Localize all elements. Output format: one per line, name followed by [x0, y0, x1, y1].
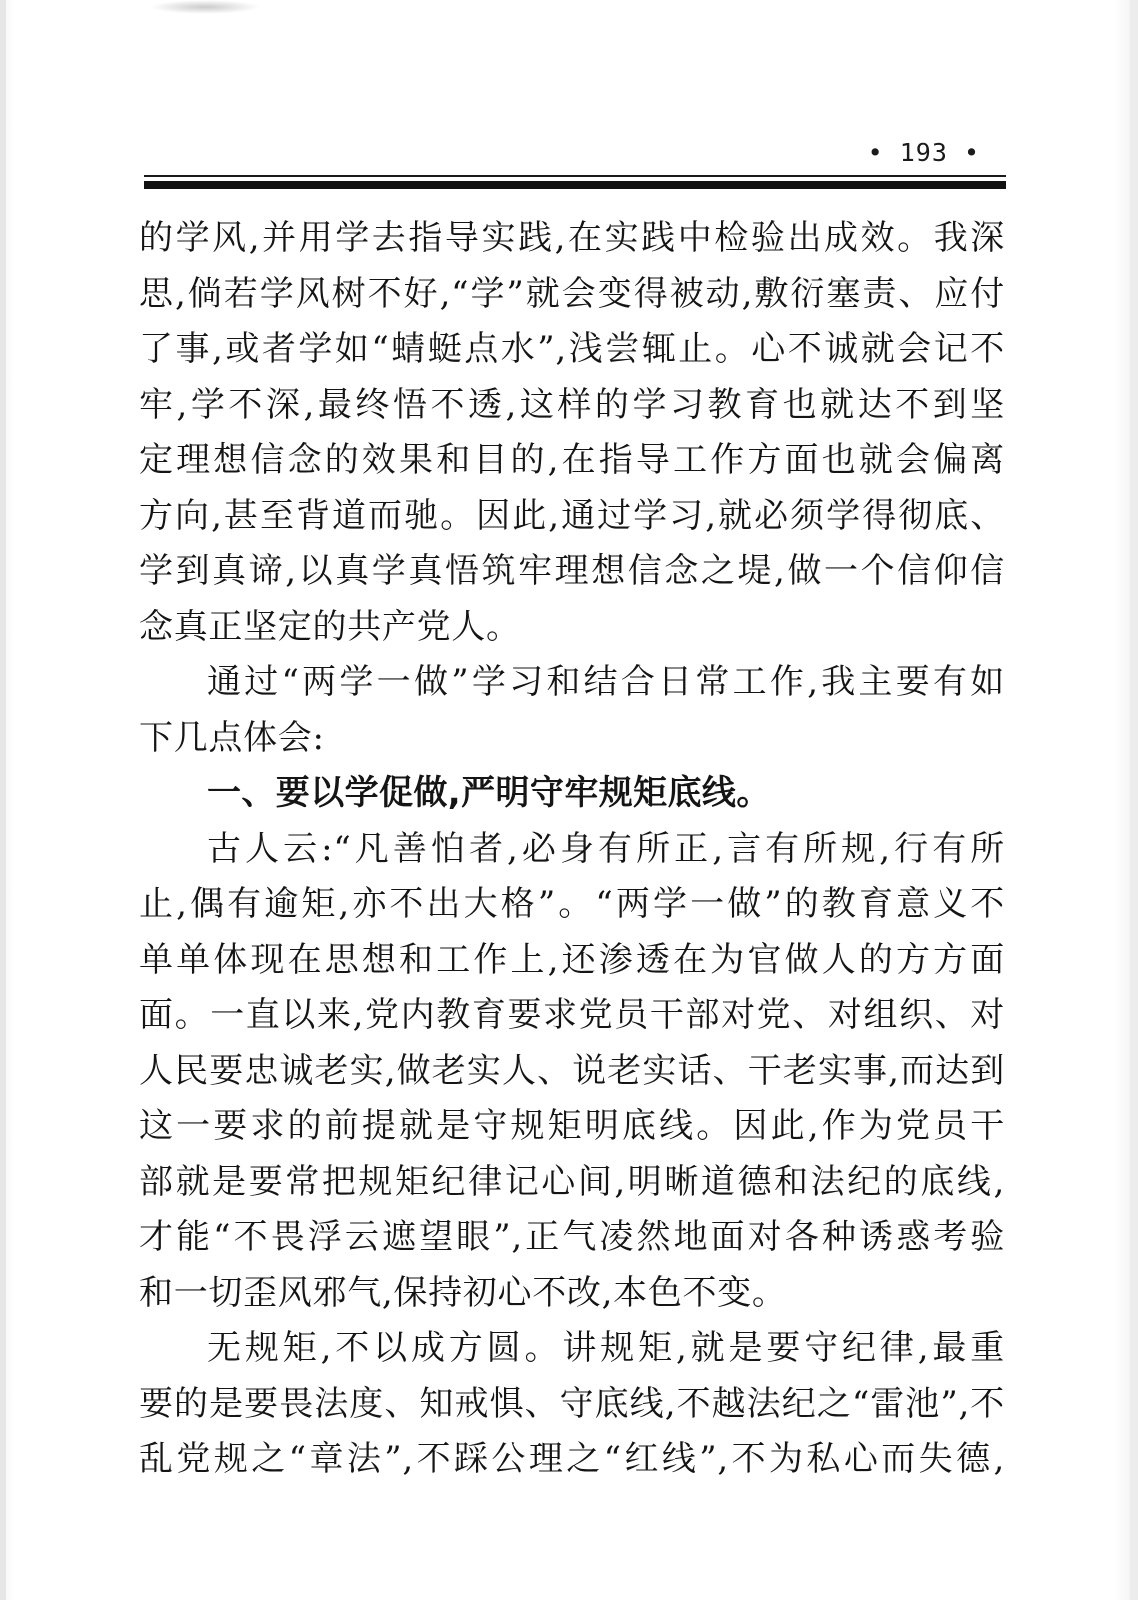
text-line: 定理想信念的效果和目的,在指导工作方面也就会偏离 — [139, 440, 1005, 480]
scan-left-edge — [0, 0, 6, 1600]
text-line: 乱党规之“章法”,不踩公理之“红线”,不为私心而失德, — [139, 1439, 1005, 1479]
text-line: 部就是要常把规矩纪律记心间,明晰道德和法纪的底线, — [139, 1161, 1005, 1202]
text-line: 面。一直以来,党内教育要求党员干部对党、对组织、对 — [139, 995, 1005, 1035]
text-line: 的学风,并用学去指导实践,在实践中检验出成效。我深 — [139, 218, 1005, 258]
text-line-paragraph-start: 通过“两学一做”学习和结合日常工作,我主要有如 — [207, 662, 1005, 702]
header-rule-thin — [144, 175, 1006, 177]
page-body — [139, 211, 1005, 1591]
text-line: 牢,学不深,最终悟不透,这样的学习教育也就达不到坚 — [139, 384, 1005, 425]
text-line-paragraph-start: 无规矩,不以成方圆。讲规矩,就是要守纪律,最重 — [207, 1328, 1005, 1368]
text-line: 思,倘若学风树不好,“学”就会变得被动,敷衍塞责、应付 — [139, 273, 1005, 314]
text-line: 学到真谛,以真学真悟筑牢理想信念之堤,做一个信仰信 — [139, 551, 1005, 591]
text-line: 止,偶有逾矩,亦不出大格”。“两学一做”的教育意义不 — [139, 884, 1005, 924]
header-rule-thick — [144, 181, 1006, 189]
text-line: 才能“不畏浮云遮望眼”,正气凌然地面对各种诱惑考验 — [139, 1217, 1005, 1257]
text-line: 人民要忠诚老实,做老实人、说老实话、干老实事,而达到 — [139, 1050, 1005, 1091]
text-line: 了事,或者学如“蜻蜓点水”,浅尝辄止。心不诚就会记不 — [139, 329, 1005, 369]
text-line-paragraph-end: 下几点体会: — [139, 717, 325, 758]
text-line-paragraph-end: 和一切歪风邪气,保持初心不改,本色不变。 — [139, 1272, 787, 1313]
text-line-paragraph-start: 古人云:“凡善怕者,必身有所正,言有所规,行有所 — [207, 828, 1005, 869]
text-line-paragraph-end: 念真正坚定的共产党人。 — [139, 606, 521, 647]
scan-right-edge — [1130, 0, 1138, 1600]
text-line: 这一要求的前提就是守规矩明底线。因此,作为党员干 — [139, 1106, 1005, 1146]
section-heading: 一、要以学促做,严明守牢规矩底线。 — [207, 773, 771, 813]
page-number: • 193 • — [867, 138, 980, 167]
scan-shadow — [150, 0, 260, 14]
text-line: 方向,甚至背道而驰。因此,通过学习,就必须学得彻底、 — [139, 495, 1005, 536]
text-line: 要的是要畏法度、知戒惧、守底线,不越法纪之“雷池”,不 — [139, 1383, 1005, 1424]
text-line: 单单体现在思想和工作上,还渗透在为官做人的方方面 — [139, 939, 1005, 980]
